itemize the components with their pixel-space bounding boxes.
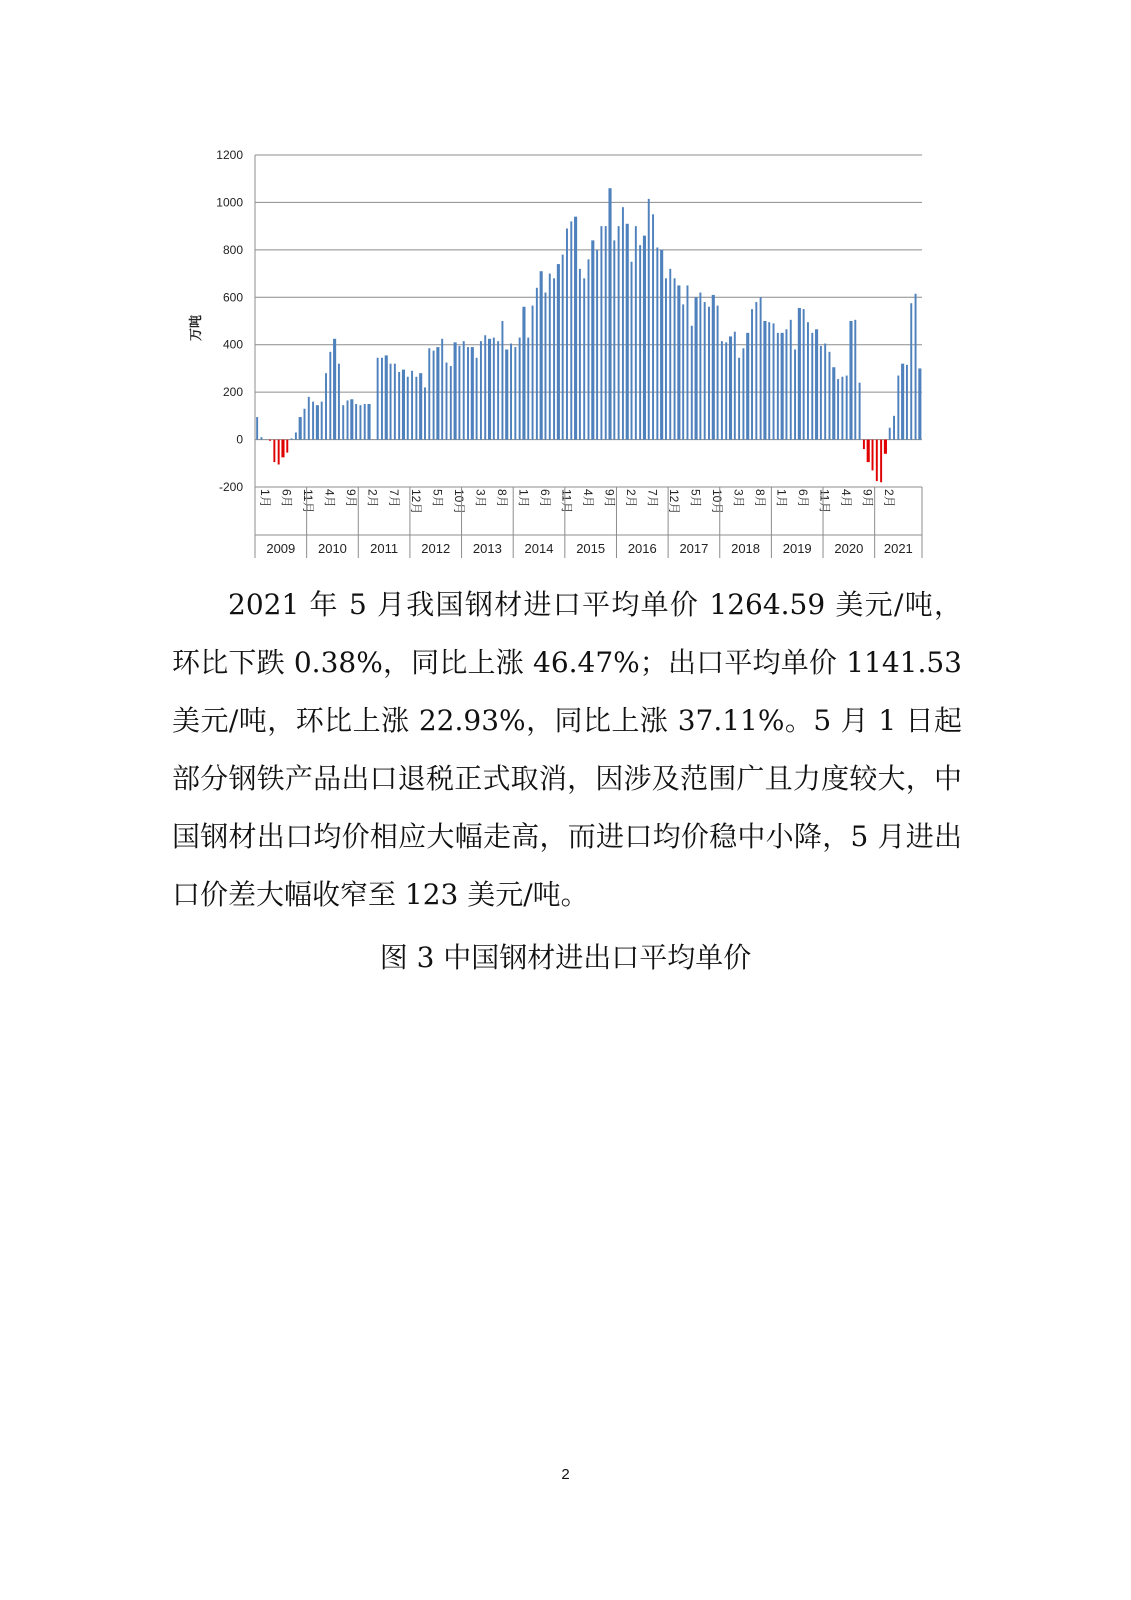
bar bbox=[906, 365, 908, 440]
bar bbox=[588, 259, 590, 439]
bar bbox=[273, 440, 275, 463]
bar bbox=[385, 355, 388, 439]
month-label: 1月 bbox=[774, 489, 789, 508]
page-number: 2 bbox=[561, 1466, 570, 1483]
bar bbox=[859, 383, 861, 440]
bar bbox=[734, 332, 736, 440]
bar bbox=[428, 348, 430, 439]
y-tick-label: 400 bbox=[222, 337, 243, 352]
bar bbox=[841, 377, 843, 440]
bar bbox=[660, 250, 663, 440]
bar bbox=[755, 302, 757, 440]
bar bbox=[553, 278, 555, 439]
bar bbox=[570, 221, 572, 439]
bar bbox=[618, 226, 620, 439]
bar bbox=[544, 293, 546, 440]
bar bbox=[390, 364, 392, 440]
bar bbox=[712, 295, 715, 440]
year-label: 2019 bbox=[782, 541, 812, 556]
month-label: 11月 bbox=[301, 489, 316, 514]
bar bbox=[763, 321, 766, 440]
bar bbox=[476, 358, 478, 440]
month-label: 4月 bbox=[839, 489, 854, 508]
month-label: 1月 bbox=[258, 489, 273, 508]
bar bbox=[532, 306, 534, 440]
bar bbox=[436, 347, 439, 439]
month-label: 12月 bbox=[666, 489, 681, 515]
bar bbox=[407, 377, 409, 440]
bar bbox=[742, 348, 744, 439]
bar bbox=[398, 372, 400, 440]
bar bbox=[677, 285, 680, 439]
bar bbox=[613, 240, 615, 439]
y-tick-label: 200 bbox=[222, 385, 243, 400]
bar bbox=[781, 333, 784, 440]
year-label: 2015 bbox=[576, 541, 606, 556]
bar bbox=[682, 304, 684, 439]
bar bbox=[768, 322, 770, 439]
month-label: 9月 bbox=[860, 489, 875, 508]
bar bbox=[708, 307, 710, 440]
bar bbox=[854, 320, 856, 440]
bar bbox=[901, 364, 904, 440]
year-label: 2016 bbox=[627, 541, 657, 556]
month-label: 9月 bbox=[344, 489, 359, 508]
bar bbox=[596, 250, 598, 440]
bar bbox=[291, 438, 293, 439]
bar bbox=[312, 402, 314, 440]
bar bbox=[832, 367, 835, 439]
month-label: 6月 bbox=[537, 489, 552, 508]
bar bbox=[849, 321, 852, 440]
bar bbox=[729, 336, 732, 439]
bar bbox=[915, 294, 917, 440]
month-label: 6月 bbox=[279, 489, 294, 508]
body-paragraph: 2021 年 5 月我国钢材进口平均单价 1264.59 美元/吨，环比下跌 0.38%，同比上涨 46.47%；出口平均单价 1141.53 美元/吨，环比上涨 22.93%，同比上涨 37.11%。5 月 1 日起部分钢铁产品出口退税正式取消，因涉及范围广且力度较大，中国钢材出口均价相应大幅走高，而进口均价稳中小降，5 月进出口价差大幅收窄至 123 美元/吨。 bbox=[172, 588, 962, 911]
year-label: 2013 bbox=[472, 541, 502, 556]
year-label: 2012 bbox=[421, 541, 451, 556]
bar bbox=[811, 333, 813, 440]
bar bbox=[794, 349, 796, 439]
month-label: 10月 bbox=[451, 489, 466, 515]
bar bbox=[411, 371, 413, 440]
bar bbox=[652, 214, 654, 439]
year-label: 2021 bbox=[883, 541, 913, 556]
bar bbox=[863, 440, 865, 449]
bar bbox=[402, 370, 405, 440]
bar bbox=[540, 271, 543, 439]
bar bbox=[394, 364, 396, 440]
bar bbox=[295, 432, 297, 439]
month-label: 2月 bbox=[623, 489, 638, 508]
month-label: 3月 bbox=[473, 489, 488, 508]
bar bbox=[897, 376, 899, 440]
bar bbox=[321, 402, 323, 440]
bar bbox=[514, 347, 516, 439]
bar bbox=[704, 302, 706, 440]
month-label: 11月 bbox=[817, 489, 832, 514]
bar bbox=[333, 339, 336, 440]
bar bbox=[605, 226, 607, 439]
month-label: 4月 bbox=[322, 489, 337, 508]
bar bbox=[342, 405, 344, 439]
bar bbox=[691, 326, 693, 440]
bar bbox=[591, 240, 594, 439]
bar bbox=[446, 363, 448, 440]
bar bbox=[304, 409, 306, 440]
bar bbox=[721, 341, 723, 439]
month-label: 11月 bbox=[559, 489, 574, 514]
bar bbox=[488, 339, 491, 440]
bar bbox=[467, 347, 469, 439]
year-label: 2010 bbox=[317, 541, 347, 556]
bar bbox=[738, 358, 740, 440]
bar bbox=[484, 335, 486, 439]
y-tick-label: 600 bbox=[222, 290, 243, 305]
bar bbox=[450, 366, 452, 440]
bar bbox=[338, 364, 340, 440]
year-label: 2014 bbox=[524, 541, 554, 556]
bar bbox=[600, 226, 602, 439]
bar bbox=[635, 226, 637, 439]
bar bbox=[454, 342, 457, 439]
bar bbox=[505, 349, 508, 439]
bar bbox=[910, 303, 912, 439]
month-label: 5月 bbox=[688, 489, 703, 508]
bar bbox=[889, 428, 891, 440]
bar bbox=[880, 440, 882, 483]
bar bbox=[308, 397, 310, 440]
bar bbox=[790, 320, 792, 440]
month-label: 8月 bbox=[753, 489, 768, 508]
bar bbox=[497, 341, 499, 439]
bar bbox=[501, 321, 503, 440]
bar bbox=[608, 188, 611, 439]
bar bbox=[480, 341, 482, 439]
year-label: 2020 bbox=[834, 541, 864, 556]
bar bbox=[522, 307, 525, 440]
month-label: 7月 bbox=[387, 489, 402, 508]
month-label: 7月 bbox=[645, 489, 660, 508]
bar bbox=[458, 346, 460, 440]
bar bbox=[699, 293, 701, 440]
bar bbox=[631, 262, 633, 440]
bar bbox=[579, 269, 581, 440]
y-tick-label: 800 bbox=[222, 242, 243, 257]
month-label: 10月 bbox=[709, 489, 724, 515]
bar bbox=[419, 373, 422, 439]
month-label: 8月 bbox=[494, 489, 509, 508]
y-tick-label: 0 bbox=[236, 432, 243, 447]
bar bbox=[415, 377, 417, 440]
bar bbox=[566, 229, 568, 440]
figure-caption: 图 3 中国钢材进出口平均单价 bbox=[379, 941, 752, 974]
bar bbox=[639, 245, 641, 439]
bar bbox=[557, 264, 560, 439]
month-label: 1月 bbox=[516, 489, 531, 508]
bar bbox=[746, 333, 749, 440]
bar bbox=[286, 440, 288, 453]
bar bbox=[815, 329, 818, 439]
bar bbox=[583, 278, 585, 439]
bar bbox=[278, 440, 280, 465]
year-label: 2009 bbox=[266, 541, 296, 556]
bar bbox=[867, 440, 870, 463]
bar bbox=[829, 352, 831, 440]
bar bbox=[424, 387, 426, 439]
bar bbox=[364, 404, 366, 440]
bar bbox=[717, 306, 719, 440]
year-label: 2018 bbox=[731, 541, 761, 556]
bar bbox=[281, 440, 284, 458]
bar bbox=[527, 338, 529, 440]
bar bbox=[316, 405, 319, 439]
year-label: 2011 bbox=[370, 541, 399, 556]
bar bbox=[441, 339, 443, 440]
bar bbox=[329, 352, 331, 440]
bar bbox=[260, 437, 262, 439]
bar bbox=[872, 440, 874, 471]
bar bbox=[643, 236, 646, 440]
bar bbox=[519, 338, 521, 440]
year-label: 2017 bbox=[679, 541, 709, 556]
bar bbox=[463, 341, 465, 439]
y-tick-label: 1000 bbox=[216, 195, 243, 210]
chart-bars bbox=[256, 188, 921, 482]
chart-ylabel: 万吨 bbox=[188, 314, 203, 342]
month-label: 6月 bbox=[796, 489, 811, 508]
month-label: 2月 bbox=[365, 489, 380, 508]
bar bbox=[256, 417, 258, 440]
bar bbox=[471, 347, 474, 439]
bar bbox=[798, 308, 801, 440]
bar bbox=[325, 373, 327, 439]
bar bbox=[725, 342, 727, 439]
month-label: 3月 bbox=[731, 489, 746, 508]
bar bbox=[824, 344, 826, 440]
bar bbox=[355, 404, 357, 440]
bar bbox=[269, 440, 271, 441]
bar bbox=[876, 440, 878, 482]
bar bbox=[777, 333, 779, 440]
bar bbox=[837, 379, 839, 439]
bar bbox=[367, 404, 370, 440]
month-label: 4月 bbox=[580, 489, 595, 508]
steel-net-export-bar-chart bbox=[180, 140, 960, 580]
bar bbox=[751, 309, 753, 439]
bar bbox=[347, 400, 349, 439]
bar bbox=[785, 329, 787, 439]
y-tick-label: -200 bbox=[218, 480, 243, 494]
bar bbox=[350, 399, 353, 439]
bar bbox=[665, 278, 667, 439]
bar bbox=[695, 297, 698, 439]
bar bbox=[687, 285, 689, 439]
month-label: 5月 bbox=[430, 489, 445, 508]
bar bbox=[574, 217, 577, 440]
bar bbox=[648, 199, 650, 440]
bar bbox=[510, 344, 512, 440]
y-tick-label: 1200 bbox=[216, 148, 243, 162]
bar bbox=[359, 405, 361, 439]
month-label: 2月 bbox=[882, 489, 897, 508]
month-label: 12月 bbox=[408, 489, 423, 515]
bar bbox=[377, 358, 379, 440]
bar bbox=[846, 376, 848, 440]
bar bbox=[493, 338, 495, 440]
bar bbox=[299, 417, 302, 440]
bar bbox=[381, 358, 383, 440]
bar bbox=[760, 297, 762, 439]
bar bbox=[656, 247, 658, 439]
bar bbox=[773, 323, 775, 439]
bar bbox=[622, 207, 624, 439]
bar bbox=[820, 346, 822, 440]
bar bbox=[807, 322, 809, 439]
bar bbox=[884, 440, 887, 454]
bar bbox=[669, 269, 671, 440]
bar bbox=[918, 368, 921, 439]
month-label: 9月 bbox=[602, 489, 617, 508]
bar bbox=[549, 274, 551, 440]
bar bbox=[536, 288, 538, 440]
bar bbox=[674, 278, 676, 439]
bar bbox=[433, 351, 435, 440]
bar bbox=[562, 255, 564, 440]
bar bbox=[893, 416, 895, 440]
bar bbox=[626, 224, 629, 440]
bar bbox=[803, 309, 805, 439]
